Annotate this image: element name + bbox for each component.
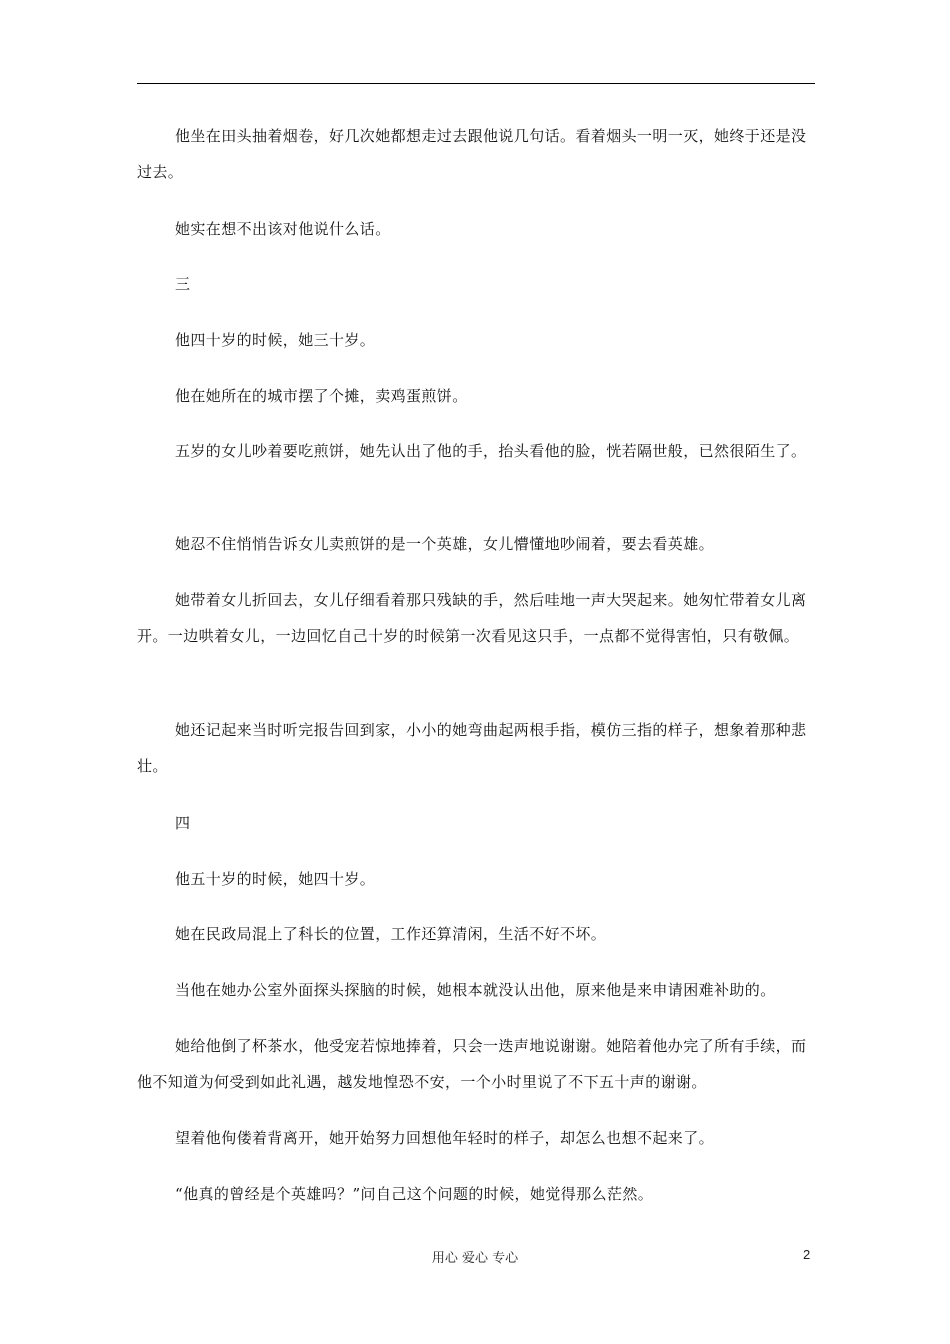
footer-motto: 用心 爱心 专心 — [431, 1251, 519, 1266]
paragraph: 她在民政局混上了科长的位置，工作还算清闲，生活不好不坏。 — [175, 925, 607, 943]
paragraph: 她实在想不出该对他说什么话。 — [175, 220, 391, 238]
paragraph: 他在她所在的城市摆了个摊，卖鸡蛋煎饼。 — [175, 387, 468, 405]
paragraph: 五岁的女儿吵着要吃煎饼，她先认出了他的手，抬头看他的脸，恍若隔世般，已然很陌生了。 — [175, 442, 807, 460]
section-number: 三 — [175, 275, 191, 293]
paragraph: 当他在她办公室外面探头探脑的时候，她根本就没认出他，原来他是来申请困难补助的。 — [175, 981, 776, 999]
section-number: 四 — [175, 814, 191, 832]
paragraph: 他五十岁的时候，她四十岁。 — [175, 870, 376, 888]
paragraph: 她还记起来当时听完报告回到家，小小的她弯曲起两根手指，模仿三指的样子，想象着那种悲壮。 — [137, 721, 807, 775]
paragraph: 她忍不住悄悄告诉女儿卖煎饼的是一个英雄，女儿懵懂地吵闹着，要去看英雄。 — [175, 535, 715, 553]
paragraph: 她给他倒了杯茶水，他受宠若惊地捧着，只会一迭声地说谢谢。她陪着他办完了所有手续，而他不知道为何受到如此礼遇，越发地惶恐不安，一个小时里说了不下五十声的谢谢。 — [137, 1037, 807, 1091]
paragraph: “他真的曾经是个英雄吗？”问自己这个问题的时候，她觉得那么茫然。 — [175, 1185, 654, 1203]
page-number: 2 — [803, 1247, 811, 1262]
paragraph: 他四十岁的时候，她三十岁。 — [175, 331, 376, 349]
header-rule — [137, 83, 815, 84]
paragraph: 他坐在田头抽着烟卷，好几次她都想走过去跟他说几句话。看着烟头一明一灭，她终于还是没过去。 — [137, 127, 807, 181]
paragraph: 望着他佝偻着背离开，她开始努力回想他年轻时的样子，却怎么也想不起来了。 — [175, 1129, 715, 1147]
paragraph: 她带着女儿折回去，女儿仔细看着那只残缺的手，然后哇地一声大哭起来。她匆忙带着女儿离开。一边哄着女儿，一边回忆自己十岁的时候第一次看见这只手，一点都不觉得害怕，只有敬佩。 — [137, 591, 807, 645]
